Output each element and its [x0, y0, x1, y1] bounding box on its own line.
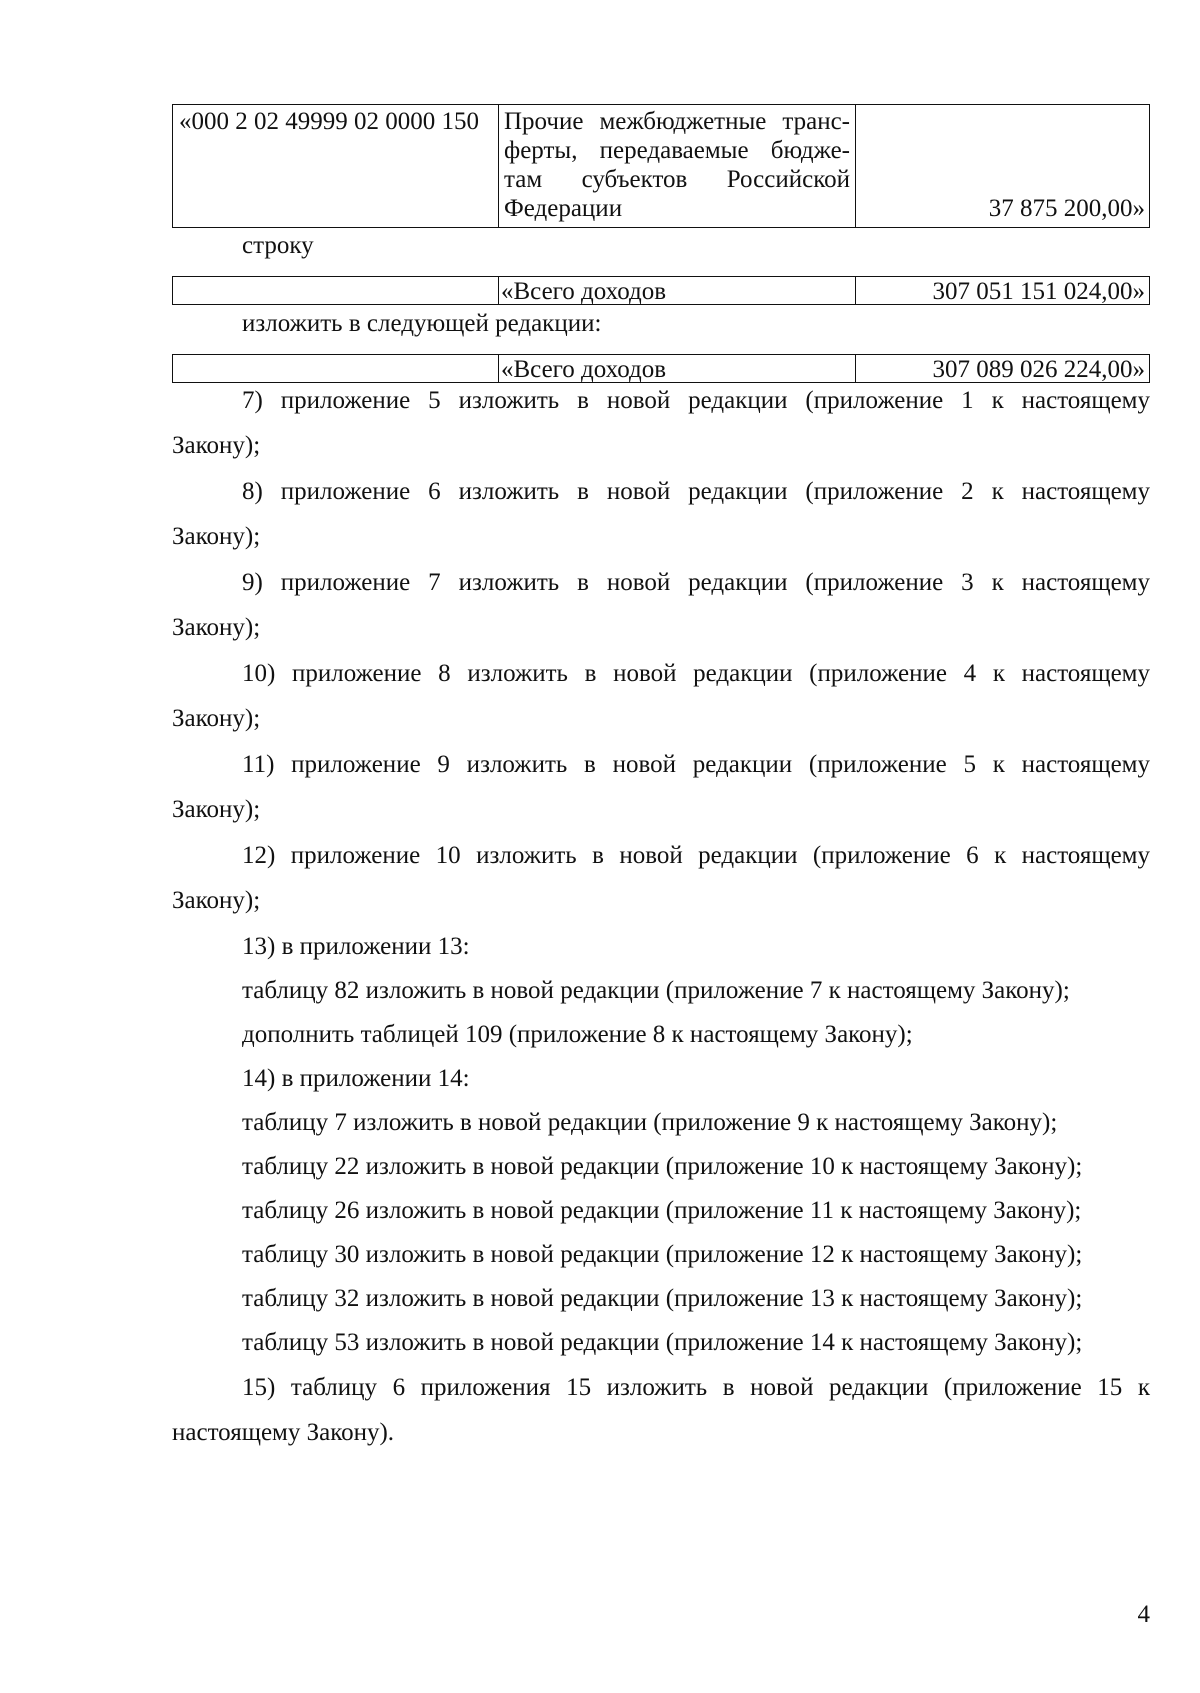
label-edit: изложить в следующей редакции: — [242, 310, 602, 337]
item-line: 7) приложение 5 изложить в новой редакции (приложение 1 к настоящему — [242, 387, 1150, 414]
item-line: 10) приложение 8 изложить в новой редакции (приложение 4 к настоящему — [242, 660, 1150, 687]
code-cell — [173, 355, 499, 382]
amount-text: 37 875 200,00» — [988, 195, 1145, 222]
total-label: «Всего доходов — [501, 278, 667, 305]
total-income-table-old — [172, 276, 1150, 305]
name-cell — [499, 355, 856, 382]
item-line: Закону); — [172, 614, 261, 641]
item-line: таблицу 7 изложить в новой редакции (приложение 9 к настоящему Закону); — [242, 1109, 1058, 1136]
item-line: настоящему Закону). — [172, 1419, 395, 1446]
name-line: там субъектов Российской — [504, 166, 850, 193]
item-line: Закону); — [172, 523, 261, 550]
item-line: 13) в приложении 13: — [242, 933, 470, 960]
name-line: Прочие межбюджетные транс- — [504, 108, 850, 135]
name-line: Федерации — [504, 195, 623, 222]
item-line: 8) приложение 6 изложить в новой редакции (приложение 2 к настоящему — [242, 478, 1150, 505]
item-line: Закону); — [172, 705, 261, 732]
item-line: 14) в приложении 14: — [242, 1065, 470, 1092]
item-line: Закону); — [172, 796, 261, 823]
item-line: таблицу 82 изложить в новой редакции (приложение 7 к настоящему Закону); — [242, 977, 1070, 1004]
item-line: Закону); — [172, 887, 261, 914]
item-line: 15) таблицу 6 приложения 15 изложить в новой редакции (приложение 15 к — [242, 1374, 1150, 1401]
name-cell — [499, 105, 856, 227]
item-line: таблицу 53 изложить в новой редакции (приложение 14 к настоящему Закону); — [242, 1329, 1083, 1356]
code-cell — [173, 105, 499, 227]
amount-text: 307 089 026 224,00» — [932, 356, 1145, 383]
item-line: Закону); — [172, 432, 261, 459]
item-line: таблицу 26 изложить в новой редакции (приложение 11 к настоящему Закону); — [242, 1197, 1082, 1224]
item-line: 11) приложение 9 изложить в новой редакции (приложение 5 к настоящему — [242, 751, 1150, 778]
amount-cell — [856, 277, 1149, 304]
name-line: ферты, передаваемые бюдже- — [504, 137, 850, 164]
amount-cell — [856, 355, 1149, 382]
item-line: 12) приложение 10 изложить в новой редакции (приложение 6 к настоящему — [242, 842, 1150, 869]
amount-text: 307 051 151 024,00» — [932, 278, 1145, 305]
page-number: 4 — [1137, 1601, 1150, 1628]
item-line: 9) приложение 7 изложить в новой редакции (приложение 3 к настоящему — [242, 569, 1150, 596]
label-row: строку — [242, 232, 314, 259]
amount-cell — [856, 105, 1149, 227]
item-line: таблицу 32 изложить в новой редакции (приложение 13 к настоящему Закону); — [242, 1285, 1083, 1312]
item-line: таблицу 30 изложить в новой редакции (приложение 12 к настоящему Закону); — [242, 1241, 1083, 1268]
name-cell — [499, 277, 856, 304]
item-line: дополнить таблицей 109 (приложение 8 к настоящему Закону); — [242, 1021, 913, 1048]
total-label: «Всего доходов — [501, 356, 667, 383]
item-line: таблицу 22 изложить в новой редакции (приложение 10 к настоящему Закону); — [242, 1153, 1083, 1180]
total-income-table-new — [172, 354, 1150, 383]
code-cell — [173, 277, 499, 304]
code-text: «000 2 02 49999 02 0000 150 — [179, 108, 479, 135]
budget-table-transfers — [172, 104, 1150, 228]
